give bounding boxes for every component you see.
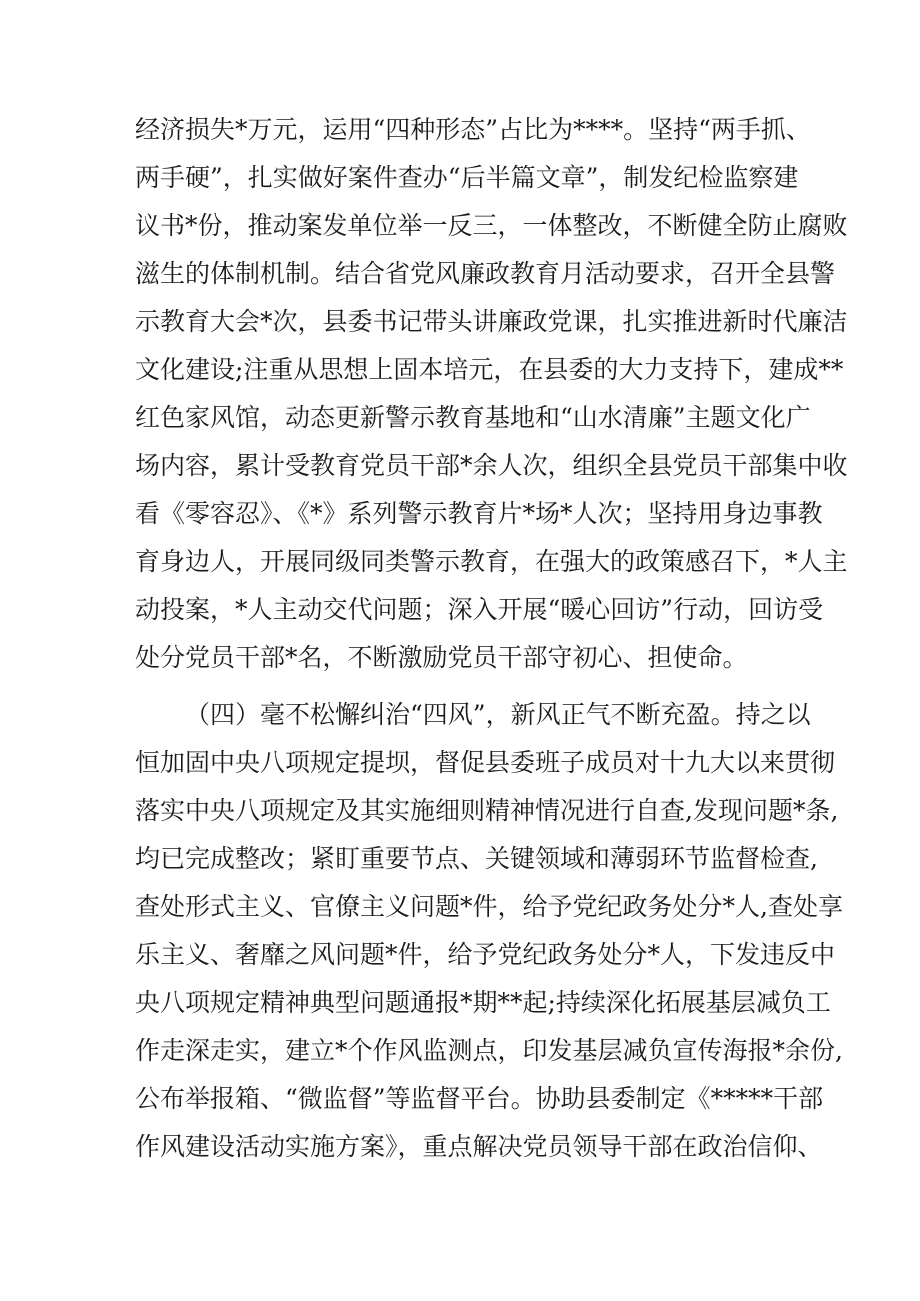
text-line: 示教育大会*次，县委书记带头讲廉政党课，扎实推进新时代廉洁 [135,307,848,336]
text-line: 恒加固中央八项规定提坝，督促县委班子成员对十九大以来贯彻 [135,748,836,777]
text-line: 看《零容忍》、《*》系列警示教育片*场*人次；坚持用身边事教 [135,499,823,528]
text-line: 处分党员干部*名，不断激励党员干部守初心、担使命。 [135,643,748,672]
text-line: 作风建设活动实施方案》，重点解决党员领导干部在政治信仰、 [135,1132,823,1161]
text-line: 查处形式主义、官僚主义问题*件，给予党纪政务处分*人,查处享 [135,892,843,921]
text-line: 议书*份，推动案发单位举一反三，一体整改，不断健全防止腐败 [135,211,848,240]
text-line: 作走深走实，建立*个作风监测点，印发基层减负宣传海报*余份, [135,1036,843,1065]
text-line: 均已完成整改；紧盯重要节点、关键领域和薄弱环节监督检查, [135,844,818,873]
text-line: 经济损失*万元，运用“四种形态”占比为****。坚持“两手抓、 [135,115,811,144]
text-line: 两手硬”，扎实做好案件查办“后半篇文章”，制发纪检监察建 [135,163,799,192]
text-line: 落实中央八项规定及其实施细则精神情况进行自查,发现问题*条, [135,796,839,825]
text-line: 育身边人，开展同级同类警示教育，在强大的政策感召下，*人主 [135,547,848,576]
text-line: 央八项规定精神典型问题通报*期**起;持续深化拓展基层减负工 [135,988,831,1017]
text-line: 滋生的体制机制。结合省党风廉政教育月活动要求，召开全县警 [135,259,836,288]
text-line: 公布举报箱、“微监督”等监督平台。协助县委制定《*****干部 [135,1084,824,1113]
paragraph-heading-line: （四）毫不松懈纠治“四风”，新风正气不断充盈。持之以 [185,700,811,729]
text-line: 动投案，*人主动交代问题；深入开展“暖心回访”行动，回访受 [135,595,824,624]
text-line: 文化建设;注重从思想上固本培元，在县委的大力支持下，建成** [135,355,844,384]
text-line: 场内容，累计受教育党员干部*余人次，组织全县党员干部集中收 [135,451,848,480]
text-line: 红色家风馆，动态更新警示教育基地和“山水清廉”主题文化广 [135,403,811,432]
text-line: 乐主义、奢靡之风问题*件，给予党纪政务处分*人，下发违反中 [135,940,836,969]
